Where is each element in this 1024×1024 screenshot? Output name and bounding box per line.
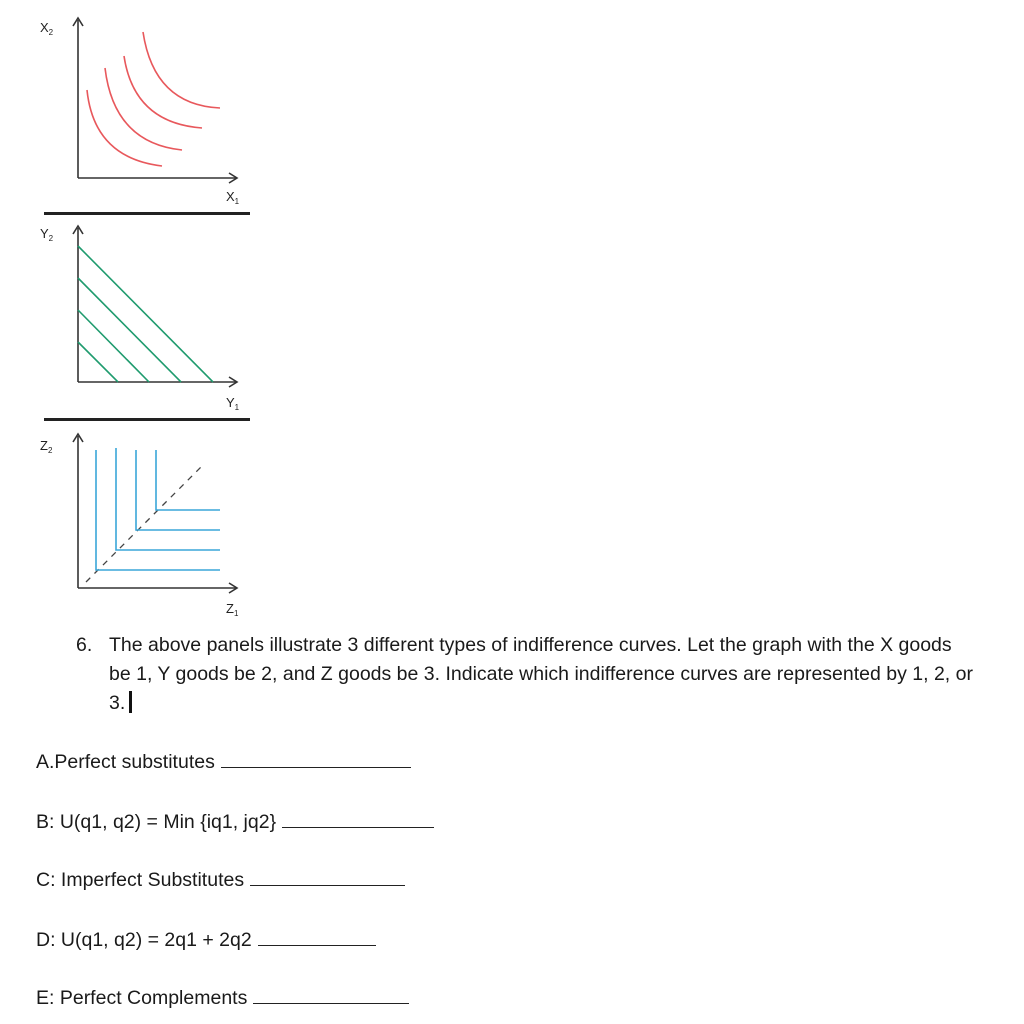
z-x-axis-label: $Z_1$	[226, 601, 239, 618]
y-indifference-line-2	[78, 278, 181, 382]
answer-e-blank[interactable]	[253, 987, 409, 1004]
x-x-axis-label: $X_1$	[226, 189, 240, 206]
answer-b-label: B: U(q1, q2) = Min {iq1, jq2}	[36, 811, 277, 833]
panel-x-goods	[30, 8, 260, 208]
y-goods-graph	[30, 218, 260, 418]
x-indifference-curve-2	[105, 68, 182, 150]
panel-divider-2	[44, 418, 250, 421]
y-indifference-line-4	[78, 342, 118, 382]
answer-a	[36, 751, 411, 774]
answer-e-label: E: Perfect Complements	[36, 987, 248, 1009]
answer-c	[36, 869, 405, 892]
panel-divider-1	[44, 212, 250, 215]
x-indifference-curve-3	[124, 56, 202, 128]
question-6	[76, 631, 976, 718]
answer-b-blank[interactable]	[282, 811, 434, 828]
z-goods-graph	[30, 424, 260, 624]
x-indifference-curve-1	[87, 90, 162, 166]
x-goods-graph	[30, 8, 260, 208]
z-indifference-curve-3	[136, 450, 220, 530]
panel-z-goods	[30, 424, 260, 624]
question-number: 6.	[76, 634, 93, 656]
x-y-axis-label: $X_2$	[40, 20, 54, 37]
text-cursor	[129, 691, 132, 713]
answer-d-blank[interactable]	[258, 929, 376, 946]
answer-d-label: D: U(q1, q2) = 2q1 + 2q2	[36, 929, 252, 951]
y-x-axis-label: $Y_1$	[226, 395, 240, 412]
z-expansion-path	[86, 466, 202, 582]
y-y-axis-label: $Y_2$	[40, 226, 54, 243]
answer-a-label: A.Perfect substitutes	[36, 751, 215, 773]
answer-e	[36, 987, 409, 1010]
answer-c-label: C: Imperfect Substitutes	[36, 869, 245, 891]
z-indifference-curve-2	[116, 448, 220, 550]
answer-c-blank[interactable]	[250, 869, 405, 886]
z-y-axis-label: $Z_2$	[40, 438, 53, 455]
y-indifference-line-3	[78, 310, 149, 382]
answer-d	[36, 929, 376, 952]
question-text[interactable]: The above panels illustrate 3 different types of indifference curves. Let the graph with the X goods be 1, Y goods be 2, and Z goods be 3. Indicate which indifference curves are represented by 1, 2, or 3.	[109, 634, 973, 714]
answer-b	[36, 811, 434, 834]
answer-a-blank[interactable]	[221, 751, 411, 768]
panel-y-goods	[30, 218, 260, 418]
x-indifference-curve-4	[143, 32, 220, 108]
